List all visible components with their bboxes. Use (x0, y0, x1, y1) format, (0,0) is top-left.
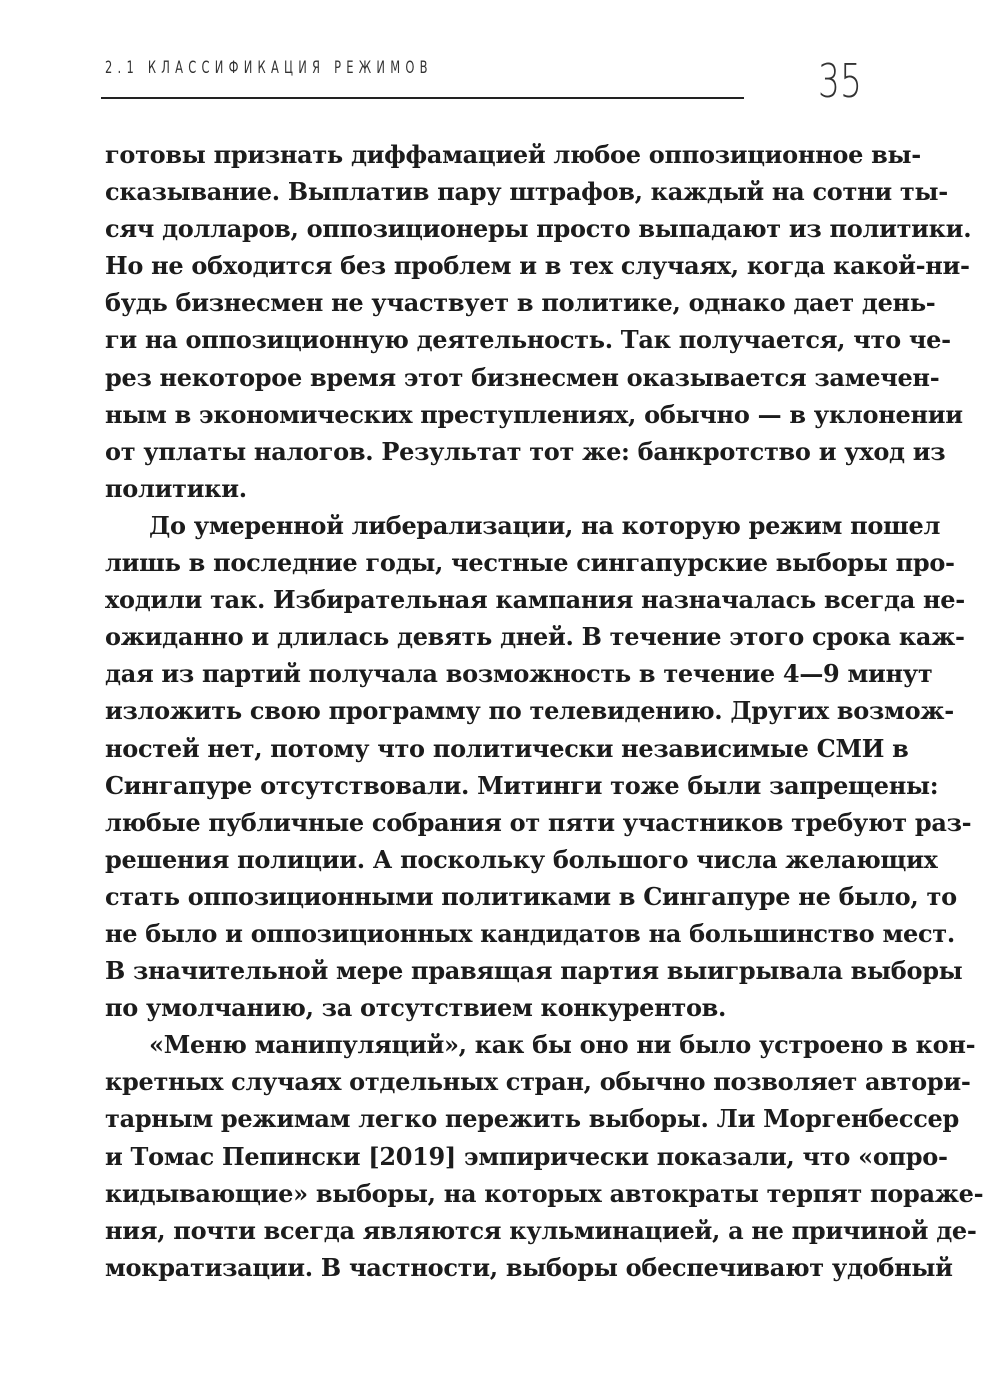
text-line: готовы признать диффамацией любое оппозиционное вы- (105, 140, 921, 169)
text-line: будь бизнесмен не участвует в политике, однако дает день- (105, 288, 936, 318)
text-line: ния, почти всегда являются кульминацией, а не причиной де- (105, 1215, 977, 1245)
text-line: «Меню манипуляций», как бы оно ни было устроено в кон- (149, 1030, 976, 1060)
text-line: решения полиции. А поскольку большого числа желающих (105, 844, 938, 874)
text-line: кретных случаях отдельных стран, обычно позволяет автори- (105, 1067, 971, 1097)
text-line: лишь в последние годы, честные сингапурские выборы про- (105, 548, 955, 578)
text-line: рез некоторое время этот бизнесмен оказывается замечен- (105, 362, 940, 392)
text-line: Сингапуре отсутствовали. Митинги тоже были запрещены: (105, 770, 939, 800)
text-line: До умеренной либерализации, на которую режим пошел (149, 510, 941, 540)
text-line: ным в экономических преступлениях, обычно — в уклонении (105, 399, 963, 429)
text-line: В значительной мере правящая партия выигрывала выборы (105, 956, 963, 986)
text-line: кидывающие» выборы, на которых автократы терпят пораже- (105, 1178, 984, 1208)
page-number: 35 (818, 54, 862, 108)
text-line: ги на оппозиционную деятельность. Так получается, что че- (105, 325, 951, 355)
text-line: от уплаты налогов. Результат тот же: банкротство и уход из (105, 436, 946, 466)
text-line: тарным режимам легко пережить выборы. Ли Моргенбессер (105, 1104, 959, 1134)
text-line: и Томас Пепински [2019] эмпирически показали, что «опро- (105, 1141, 948, 1171)
text-line: сказывание. Выплатив пару штрафов, каждый на сотни ты- (105, 177, 948, 207)
text-line: стать оппозиционными политиками в Сингапуре не было, то (105, 881, 957, 911)
text-line: изложить свою программу по телевидению. Других возмож- (105, 696, 954, 726)
text-line: ностей нет, потому что политически независимые СМИ в (105, 733, 909, 763)
page-body (105, 136, 984, 1286)
text-line: мократизации. В частности, выборы обеспечивают удобный (105, 1252, 953, 1282)
text-line: ожиданно и длилась девять дней. В течение этого срока каж- (105, 622, 965, 652)
header-rule (101, 97, 744, 99)
text-line: ходили так. Избирательная кампания назначалась всегда не- (105, 585, 965, 615)
running-title: 2.1 КЛАССИФИКАЦИЯ РЕЖИМОВ (105, 58, 433, 78)
text-line: по умолчанию, за отсутствием конкурентов. (105, 993, 727, 1023)
text-line: Но не обходится без проблем и в тех случаях, когда какой-ни- (105, 251, 970, 281)
text-line: любые публичные собрания от пяти участников требуют раз- (105, 807, 972, 837)
text-line: не было и оппозиционных кандидатов на большинство мест. (105, 918, 955, 948)
text-line: политики. (105, 473, 247, 503)
text-line: дая из партий получала возможность в течение 4—9 минут (105, 659, 933, 689)
text-line: сяч долларов, оппозиционеры просто выпадают из политики. (105, 214, 972, 244)
